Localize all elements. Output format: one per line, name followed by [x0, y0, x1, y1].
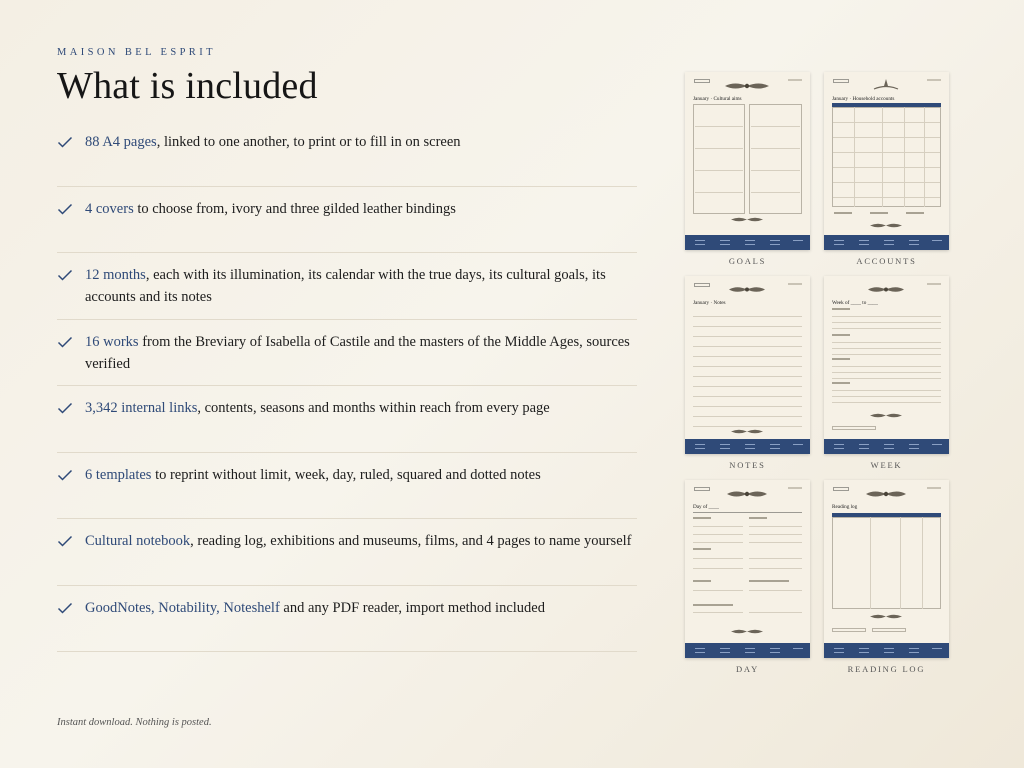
- ornament-icon: [730, 628, 764, 635]
- feature-highlight: GoodNotes, Notability, Noteshelf: [85, 599, 280, 616]
- check-icon: [57, 269, 73, 281]
- thumbnail-day: [685, 480, 810, 674]
- feature-highlight: 4 covers: [85, 200, 134, 217]
- thumbnail-caption: WEEK: [870, 460, 903, 470]
- check-icon: [57, 469, 73, 481]
- feature-item: [57, 253, 637, 320]
- page-preview-title: January · Household accounts: [832, 96, 895, 102]
- feature-item: [57, 120, 637, 187]
- feature-item: [57, 519, 637, 586]
- thumbnail-caption: GOALS: [728, 256, 767, 266]
- ornament-icon: [723, 81, 771, 91]
- feature-text: , each with its illumination, its calendar with the true days, its cultural goals, its accounts and its notes: [85, 267, 606, 305]
- thumbnail-caption: DAY: [735, 664, 760, 674]
- check-icon: [57, 402, 73, 414]
- thumbnail-week: [824, 276, 949, 470]
- check-icon: [57, 602, 73, 614]
- page-preview-title: Day of ____: [693, 504, 719, 510]
- feature-highlight: 12 months: [85, 267, 146, 283]
- brand-name: MAISON BEL ESPRIT: [57, 47, 216, 58]
- page-title: What is included: [57, 65, 318, 107]
- feature-list: [57, 120, 637, 652]
- thumbnail-reading-log: [824, 480, 949, 674]
- feature-item: [57, 320, 637, 387]
- thumbnail-caption: NOTES: [729, 460, 766, 470]
- thumbnail-notes: [685, 276, 810, 470]
- feature-highlight: 3,342 internal links: [85, 400, 198, 416]
- thumbnail-caption: READING LOG: [847, 664, 926, 674]
- thumbnail-accounts: [824, 72, 949, 266]
- thumbnail-goals: [685, 72, 810, 266]
- page-preview-title: January · Notes: [693, 300, 726, 306]
- page-preview: [685, 480, 810, 658]
- page-preview: [824, 72, 949, 250]
- feature-item: [57, 187, 637, 254]
- ornament-icon: [866, 285, 906, 294]
- ornament-icon: [727, 285, 767, 294]
- feature-text: , contents, seasons and months within reach from every page: [197, 400, 550, 416]
- feature-highlight: 16 works: [85, 333, 139, 350]
- page-preview: [824, 276, 949, 454]
- ornament-icon: [869, 412, 903, 419]
- ornament-icon: [869, 613, 903, 620]
- page-preview: [685, 72, 810, 250]
- thumbnail-caption: ACCOUNTS: [856, 256, 917, 266]
- feature-text: , reading log, exhibitions and museums, films, and 4 pages to name yourself: [190, 533, 632, 549]
- ornament-icon: [869, 222, 903, 229]
- page-preview: [685, 276, 810, 454]
- page-preview-title: Reading log: [832, 504, 858, 510]
- feature-item: [57, 386, 637, 453]
- feature-text: , linked to one another, to print or to fill in on screen: [156, 134, 461, 150]
- feature-text: and any PDF reader, import method included: [279, 599, 545, 616]
- check-icon: [57, 136, 73, 148]
- feature-item: [57, 453, 637, 520]
- page-preview-title: January · Cultural aims: [693, 96, 742, 102]
- ornament-icon: [872, 78, 900, 92]
- page-preview-title: Week of ____ to ____: [832, 300, 878, 306]
- ornament-icon: [730, 428, 764, 435]
- footer-note: Instant download. Nothing is posted.: [57, 717, 212, 728]
- ornament-icon: [725, 489, 769, 499]
- check-icon: [57, 336, 73, 348]
- feature-text: to reprint without limit, week, day, ruled, squared and dotted notes: [151, 466, 541, 483]
- feature-text: from the Breviary of Isabella of Castile and the masters of the Middle Ages, sources verified: [85, 333, 630, 372]
- check-icon: [57, 535, 73, 547]
- check-icon: [57, 203, 73, 215]
- ornament-icon: [730, 216, 764, 223]
- ornament-icon: [864, 489, 908, 499]
- page-preview: [824, 480, 949, 658]
- feature-highlight: 88 A4 pages: [85, 134, 157, 150]
- feature-text: to choose from, ivory and three gilded leather bindings: [133, 200, 456, 217]
- feature-highlight: 6 templates: [85, 466, 152, 483]
- feature-highlight: Cultural notebook: [85, 533, 191, 549]
- feature-item: [57, 586, 637, 653]
